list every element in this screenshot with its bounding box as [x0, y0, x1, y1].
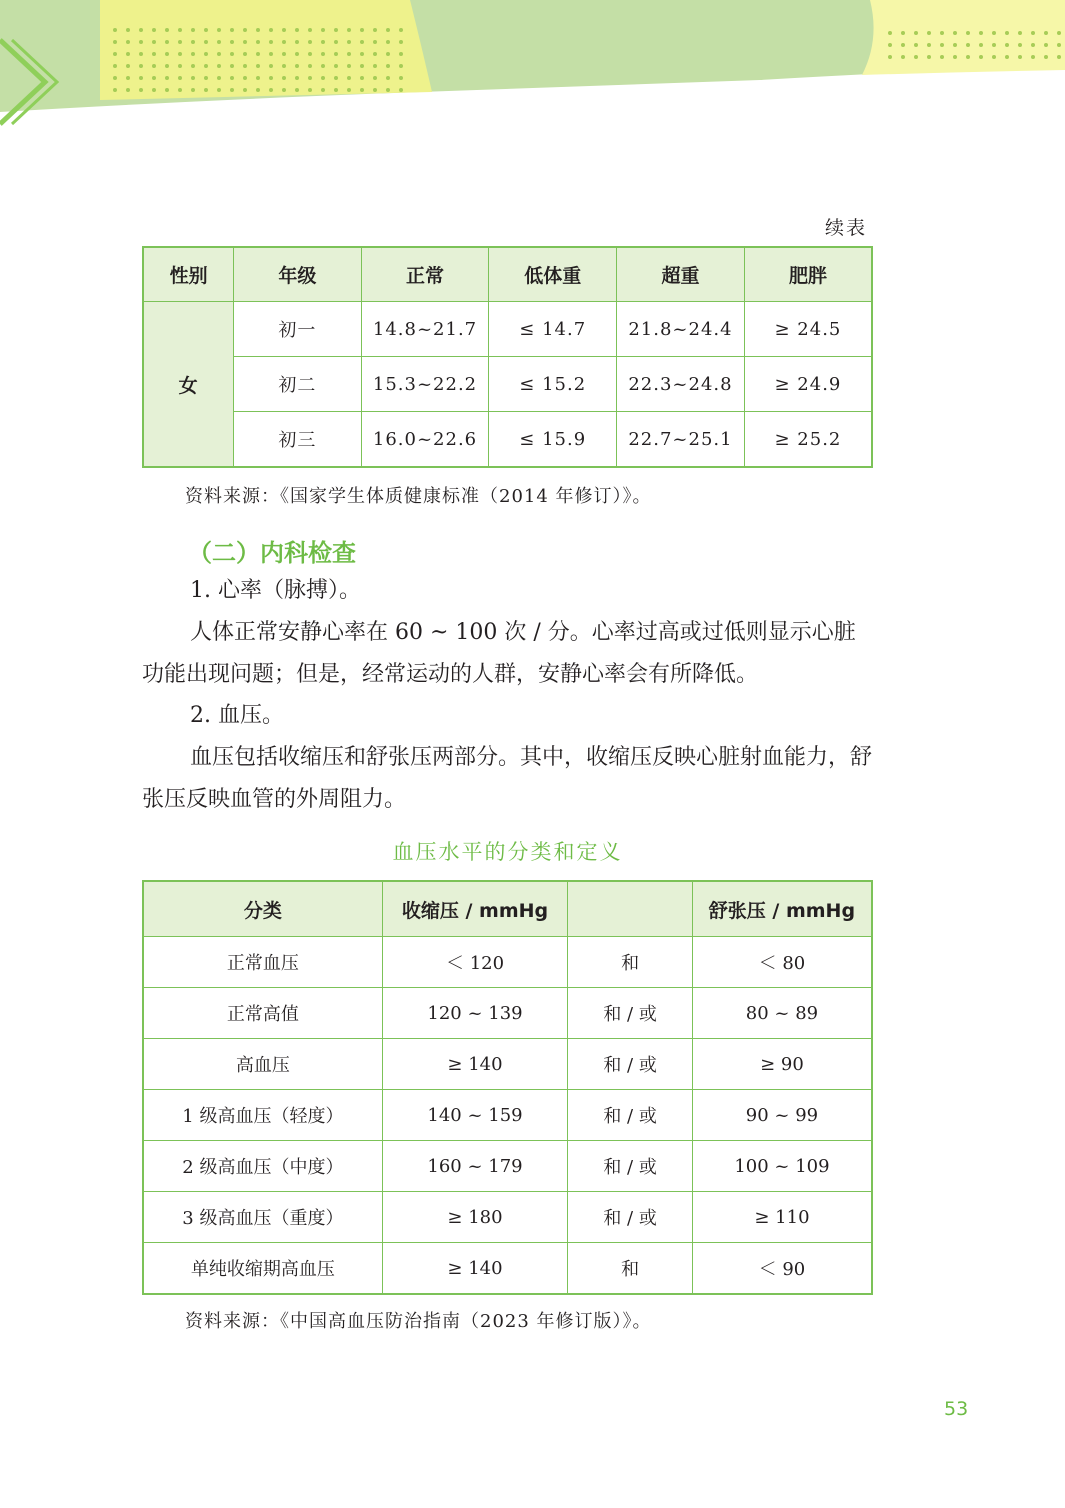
table-cell: ≥ 110	[692, 1192, 872, 1243]
table-cell: ≤ 15.9	[489, 412, 617, 468]
table-row	[143, 988, 872, 1039]
table-cell: 21.8~24.4	[617, 302, 745, 357]
table-row	[143, 1039, 872, 1090]
table-cell: 正常高值	[143, 988, 382, 1039]
table-cell: ≥ 90	[692, 1039, 872, 1090]
heart-rate-title: 1. 心率（脉搏）。	[190, 578, 361, 603]
table-row	[143, 937, 872, 988]
column-header: 肥胖	[744, 247, 872, 302]
table-cell: 和 / 或	[568, 1090, 693, 1141]
table-cell: ＜ 80	[692, 937, 872, 988]
continued-table-label: 续表	[824, 217, 867, 239]
section-heading: （二）内科检查	[188, 539, 356, 567]
table-cell: 90 ~ 99	[692, 1090, 872, 1141]
table-cell: 3 级高血压（重度）	[143, 1192, 382, 1243]
bmi-table	[142, 246, 873, 468]
table-row	[143, 1090, 872, 1141]
table-cell: ＜ 120	[382, 937, 568, 988]
blood-pressure-table	[142, 880, 873, 1295]
table-cell: 160 ~ 179	[382, 1141, 568, 1192]
table-cell: 和 / 或	[568, 988, 693, 1039]
table-cell: ≤ 14.7	[489, 302, 617, 357]
table-cell: 2 级高血压（中度）	[143, 1141, 382, 1192]
column-header: 舒张压 / mmHg	[692, 881, 872, 937]
table-cell: 初二	[234, 357, 361, 412]
table-row	[143, 357, 872, 412]
table-cell: 16.0~22.6	[361, 412, 489, 468]
table-cell: 15.3~22.2	[361, 357, 489, 412]
table-header-row	[143, 881, 872, 937]
table-cell: 80 ~ 89	[692, 988, 872, 1039]
bmi-table-source: 资料来源：《国家学生体质健康标准（2014 年修订）》。	[185, 486, 652, 507]
table-cell: 120 ~ 139	[382, 988, 568, 1039]
table-cell: 和 / 或	[568, 1192, 693, 1243]
blood-pressure-title: 2. 血压。	[190, 703, 284, 728]
table-cell: ≥ 140	[382, 1039, 568, 1090]
column-header: 年级	[234, 247, 361, 302]
table-cell: ≥ 25.2	[744, 412, 872, 468]
table-cell: ≥ 180	[382, 1192, 568, 1243]
table-cell: 22.7~25.1	[617, 412, 745, 468]
table-header-row	[143, 247, 872, 302]
table-row	[143, 1243, 872, 1295]
table-row	[143, 302, 872, 357]
table-cell: 1 级高血压（轻度）	[143, 1090, 382, 1141]
table-cell: 140 ~ 159	[382, 1090, 568, 1141]
table-cell: 和 / 或	[568, 1141, 693, 1192]
column-header: 性别	[143, 247, 234, 302]
table-cell: 高血压	[143, 1039, 382, 1090]
heart-rate-paragraph: 人体正常安静心率在 60 ~ 100 次 / 分。心率过高或过低则显示心脏功能出现问题；但是，经常运动的人群，安静心率会有所降低。	[142, 620, 856, 687]
table-cell: ≥ 140	[382, 1243, 568, 1295]
table-row	[143, 1192, 872, 1243]
table-cell: 初一	[234, 302, 361, 357]
column-header: 收缩压 / mmHg	[382, 881, 568, 937]
bp-table-title: 血压水平的分类和定义	[392, 840, 623, 864]
table-cell: 22.3~24.8	[617, 357, 745, 412]
table-cell: ≤ 15.2	[489, 357, 617, 412]
column-header: 分类	[143, 881, 382, 937]
table-cell: 100 ~ 109	[692, 1141, 872, 1192]
column-header: 超重	[617, 247, 745, 302]
column-header	[568, 881, 693, 937]
gender-cell: 女	[143, 302, 234, 468]
bp-table-source: 资料来源：《中国高血压防治指南（2023 年修订版）》。	[185, 1311, 652, 1332]
column-header: 低体重	[489, 247, 617, 302]
table-row	[143, 1141, 872, 1192]
table-cell: 14.8~21.7	[361, 302, 489, 357]
header-banner	[0, 0, 1065, 130]
table-cell: ≥ 24.9	[744, 357, 872, 412]
table-cell: 初三	[234, 412, 361, 468]
blood-pressure-paragraph: 血压包括收缩压和舒张压两部分。其中，收缩压反映心脏射血能力，舒张压反映血管的外周阻力。	[142, 745, 873, 812]
page-number: 53	[944, 1398, 969, 1420]
table-cell: ＜ 90	[692, 1243, 872, 1295]
table-cell: 和 / 或	[568, 1039, 693, 1090]
table-cell: 正常血压	[143, 937, 382, 988]
table-row	[143, 412, 872, 468]
table-cell: 和	[568, 1243, 693, 1295]
column-header: 正常	[361, 247, 489, 302]
table-cell: 单纯收缩期高血压	[143, 1243, 382, 1295]
table-cell: ≥ 24.5	[744, 302, 872, 357]
table-cell: 和	[568, 937, 693, 988]
